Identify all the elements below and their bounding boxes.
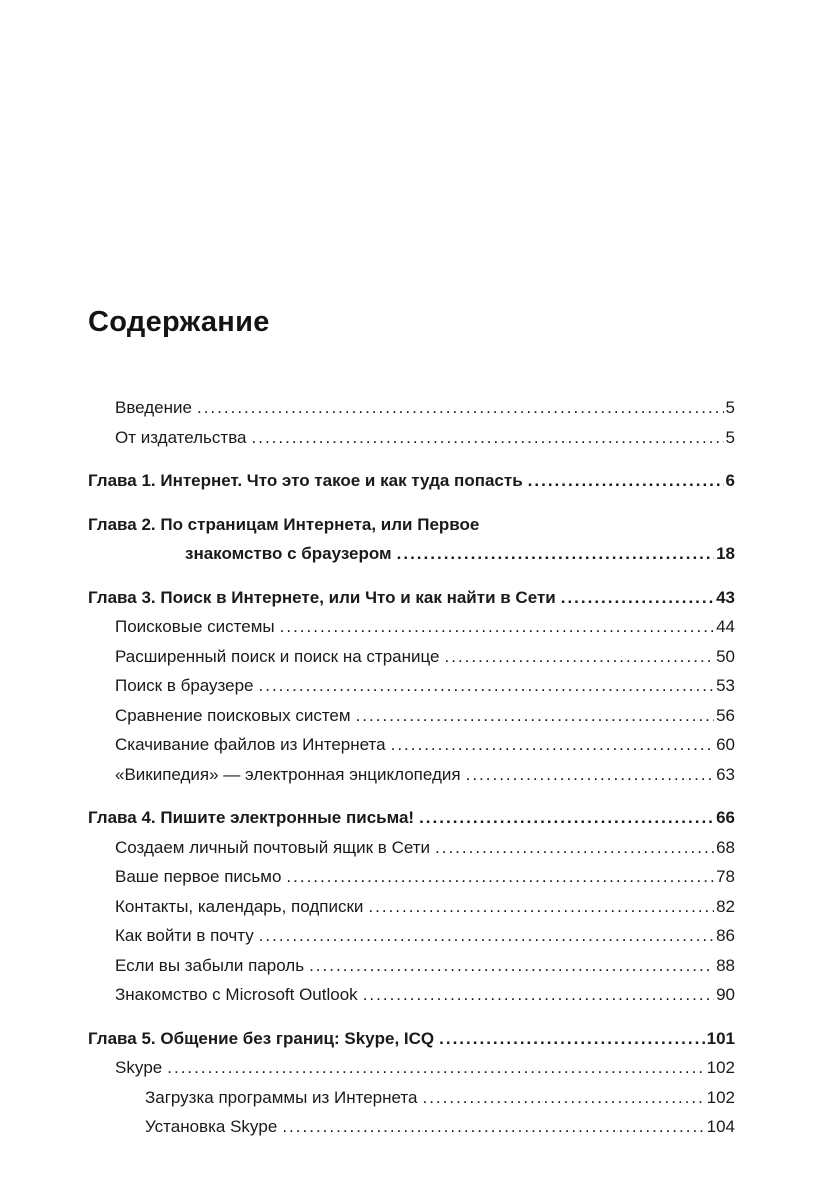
toc-entry-line1 [115, 760, 735, 790]
dot-leader [280, 612, 714, 642]
toc-entry [88, 862, 735, 892]
toc-entry-title: Глава 1. Интернет. Что это такое и как туда попасть [88, 471, 523, 490]
toc-entry [88, 510, 735, 569]
toc-entry-page-number: 102 [706, 1087, 735, 1107]
toc-entry-line1 [115, 612, 735, 642]
toc-entry [88, 730, 735, 760]
toc-entry-title: Знакомство с Microsoft Outlook [115, 985, 358, 1004]
toc-entry-page-number: 78 [716, 867, 735, 886]
toc-entry-title: Поиск в браузере [115, 676, 254, 695]
toc-entry-line1 [115, 862, 735, 892]
toc-entry-page-number: 5 [725, 398, 735, 417]
dot-leader [368, 892, 714, 922]
toc-entry-title: Глава 4. Пишите электронные письма! [88, 808, 415, 827]
toc-list [88, 393, 735, 1142]
toc-entry-line1 [115, 921, 735, 951]
toc-entry-page-number: 68 [716, 837, 735, 857]
dot-leader [363, 980, 714, 1010]
toc-entry [88, 1053, 735, 1083]
toc-entry-line1 [115, 393, 735, 423]
dot-leader [419, 803, 714, 833]
toc-entry-page-number: 63 [716, 764, 735, 784]
toc-entry-page-number: 56 [716, 705, 735, 725]
toc-entry-title: Сравнение поисковых систем [115, 705, 351, 725]
toc-entry [88, 1083, 735, 1113]
toc-entry-line1 [115, 642, 735, 672]
toc-entry-title: Расширенный поиск и поиск на странице [115, 646, 440, 666]
toc-entry-title: «Википедия» — электронная энциклопедия [115, 764, 461, 784]
toc-entry [88, 951, 735, 981]
toc-entry-page-number: 18 [716, 544, 735, 563]
toc-entry-title: Создаем личный почтовый ящик в Сети [115, 837, 431, 857]
toc-entry [88, 612, 735, 642]
toc-entry-page-number: 6 [725, 471, 735, 490]
toc-entry [88, 423, 735, 453]
toc-entry-title: Как войти в почту [115, 926, 254, 945]
toc-entry-continuation [88, 539, 735, 569]
toc-entry [88, 1112, 735, 1142]
toc-entry-page-number: 90 [716, 985, 735, 1004]
toc-entry [88, 980, 735, 1010]
toc-entry-title: Глава 3. Поиск в Интернете, или Что и как найти в Сети [88, 587, 556, 607]
toc-entry [88, 760, 735, 790]
toc-entry-line1 [115, 730, 735, 760]
toc-entry-page-number: 86 [716, 926, 735, 945]
toc-entry-page-number: 44 [716, 617, 735, 636]
dot-leader [356, 701, 715, 731]
dot-leader [445, 642, 715, 672]
toc-entry-title-line2: знакомство с браузером [185, 544, 392, 563]
dot-leader [397, 539, 714, 569]
dot-leader [282, 1112, 704, 1142]
toc-entry-page-number: 101 [706, 1028, 735, 1048]
dot-leader [252, 423, 724, 453]
toc-entry-line1 [145, 1112, 735, 1142]
toc-entry-title: Глава 2. По страницам Интернета, или Первое [88, 514, 480, 534]
toc-entry-page-number: 5 [725, 427, 735, 447]
dot-leader [466, 760, 714, 790]
toc-entry [88, 701, 735, 731]
toc-entry-page-number: 102 [706, 1058, 735, 1077]
dot-leader [167, 1053, 704, 1083]
toc-entry-line1 [115, 951, 735, 981]
toc-entry-line1 [88, 1024, 735, 1054]
toc-entry-line1 [115, 833, 735, 863]
toc-entry-line1 [115, 1053, 735, 1083]
dot-leader [309, 951, 714, 981]
toc-entry [88, 642, 735, 672]
toc-entry [88, 1024, 735, 1054]
toc-entry-line1 [115, 701, 735, 731]
dot-leader [435, 833, 714, 863]
page-title: Содержание [88, 306, 270, 338]
toc-entry-page-number: 66 [716, 808, 735, 827]
dot-leader [528, 466, 724, 496]
toc-entry-line1 [88, 803, 735, 833]
dot-leader [391, 730, 714, 760]
dot-leader [259, 921, 714, 951]
toc-entry-page-number: 88 [716, 955, 735, 975]
toc-entry [88, 803, 735, 833]
toc-entry-page-number: 43 [716, 587, 735, 607]
dot-leader [439, 1024, 704, 1054]
toc-entry-page-number: 104 [706, 1117, 735, 1136]
toc-entry-line1 [88, 510, 735, 540]
toc-entry [88, 921, 735, 951]
toc-entry-line1 [115, 892, 735, 922]
toc-entry-title: От издательства [115, 427, 247, 447]
toc-entry [88, 833, 735, 863]
toc-entry-title: Загрузка программы из Интернета [145, 1087, 418, 1107]
dot-leader [259, 671, 715, 701]
dot-leader [286, 862, 714, 892]
dot-leader [422, 1083, 704, 1113]
toc-entry-title: Скачивание файлов из Интернета [115, 735, 386, 754]
toc-entry-title: Skype [115, 1058, 163, 1077]
toc-entry-line1 [115, 423, 735, 453]
toc-entry-line1 [145, 1083, 735, 1113]
toc-entry-title: Контакты, календарь, подписки [115, 896, 364, 916]
toc-entry-line1 [115, 671, 735, 701]
toc-entry [88, 671, 735, 701]
toc-entry-title: Глава 5. Общение без границ: Skype, ICQ [88, 1028, 435, 1048]
toc-entry-page-number: 53 [716, 676, 735, 695]
toc-entry [88, 466, 735, 496]
toc-entry-title: Если вы забыли пароль [115, 955, 305, 975]
toc-entry-page-number: 60 [716, 735, 735, 754]
toc-entry-title: Поисковые системы [115, 617, 275, 636]
dot-leader [561, 583, 714, 613]
toc-entry-page-number: 82 [716, 896, 735, 916]
toc-entry [88, 583, 735, 613]
toc-entry-title: Введение [115, 398, 192, 417]
dot-leader [197, 393, 724, 423]
toc-entry-title: Установка Skype [145, 1117, 278, 1136]
toc-entry-page-number: 50 [716, 646, 735, 666]
toc-entry [88, 892, 735, 922]
toc-entry-title: Ваше первое письмо [115, 867, 282, 886]
toc-entry-line1 [88, 583, 735, 613]
toc-entry [88, 393, 735, 423]
toc-entry-line1 [88, 466, 735, 496]
toc-entry-line1 [115, 980, 735, 1010]
